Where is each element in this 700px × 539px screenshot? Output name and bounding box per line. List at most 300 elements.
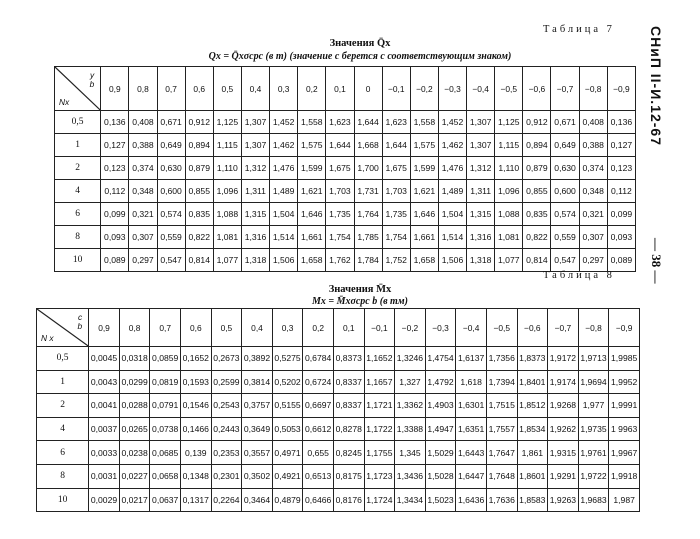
corner-row-label: Nx bbox=[59, 97, 70, 107]
table-cell: 1,9761 bbox=[578, 441, 609, 465]
table-cell: 1,8373 bbox=[517, 347, 548, 371]
table-cell: 0,0658 bbox=[150, 464, 181, 488]
table-cell: 0,894 bbox=[523, 134, 551, 157]
table-cell: 1,7356 bbox=[486, 347, 517, 371]
table-cell: 0,2301 bbox=[211, 464, 242, 488]
column-header: −0,9 bbox=[607, 67, 635, 111]
table-cell: 0,671 bbox=[551, 111, 579, 134]
table-cell: 0,2443 bbox=[211, 417, 242, 441]
table-cell: 1,110 bbox=[495, 157, 523, 180]
table-cell: 0,8278 bbox=[333, 417, 364, 441]
table8 bbox=[36, 308, 640, 512]
table-cell: 1,9991 bbox=[609, 394, 640, 418]
table-cell: 1,987 bbox=[609, 488, 640, 512]
table-cell: 1,9694 bbox=[578, 370, 609, 394]
table-row bbox=[37, 370, 640, 394]
table-cell: 0,559 bbox=[551, 226, 579, 249]
table-cell: 1,644 bbox=[326, 134, 354, 157]
table-cell: 0,0738 bbox=[150, 417, 181, 441]
table-cell: 1,9722 bbox=[578, 464, 609, 488]
table-cell: 1,6436 bbox=[456, 488, 487, 512]
table-cell: 1,9952 bbox=[609, 370, 640, 394]
table-cell: 1,4903 bbox=[425, 394, 456, 418]
table-corner-cell bbox=[55, 67, 101, 111]
table-cell: 0,297 bbox=[129, 249, 157, 272]
row-header: 4 bbox=[37, 417, 89, 441]
table-cell: 1,9263 bbox=[548, 488, 579, 512]
table-cell: 1,318 bbox=[467, 249, 495, 272]
table-cell: 1,558 bbox=[410, 111, 438, 134]
table-cell: 1,096 bbox=[495, 180, 523, 203]
table-cell: 1,762 bbox=[326, 249, 354, 272]
column-header: 0,3 bbox=[272, 309, 303, 347]
column-header: −0,7 bbox=[548, 309, 579, 347]
table-cell: 0,112 bbox=[607, 180, 635, 203]
table-cell: 0,4879 bbox=[272, 488, 303, 512]
table-cell: 1,311 bbox=[467, 180, 495, 203]
table-cell: 1,575 bbox=[298, 134, 326, 157]
table-cell: 0,6697 bbox=[303, 394, 334, 418]
table-cell: 1,623 bbox=[382, 111, 410, 134]
table-cell: 1,514 bbox=[438, 226, 466, 249]
table-row bbox=[37, 488, 640, 512]
table-cell: 1,8512 bbox=[517, 394, 548, 418]
table-cell: 1,514 bbox=[270, 226, 298, 249]
table-cell: 0,8245 bbox=[333, 441, 364, 465]
table-cell: 1,785 bbox=[354, 226, 382, 249]
table-cell: 1,476 bbox=[270, 157, 298, 180]
table-cell: 1,3434 bbox=[395, 488, 426, 512]
table-cell: 0,123 bbox=[607, 157, 635, 180]
table-cell: 1,7636 bbox=[486, 488, 517, 512]
corner-row-label: N x bbox=[41, 333, 54, 343]
table-cell: 1,9291 bbox=[548, 464, 579, 488]
column-header: 0 bbox=[354, 67, 382, 111]
table-cell: 1,307 bbox=[241, 111, 269, 134]
table-cell: 0,2353 bbox=[211, 441, 242, 465]
table-cell: 0,112 bbox=[101, 180, 129, 203]
table-cell: 0,6784 bbox=[303, 347, 334, 371]
column-header: 0,6 bbox=[181, 309, 212, 347]
table-cell: 0,912 bbox=[523, 111, 551, 134]
table-cell: 1,315 bbox=[241, 203, 269, 226]
table-cell: 0,814 bbox=[523, 249, 551, 272]
table-cell: 1,599 bbox=[410, 157, 438, 180]
table-row bbox=[37, 441, 640, 465]
table-cell: 0,1652 bbox=[181, 347, 212, 371]
table-cell: 1,6443 bbox=[456, 441, 487, 465]
table-cell: 1,077 bbox=[495, 249, 523, 272]
table-cell: 0,3464 bbox=[242, 488, 273, 512]
table-cell: 1,115 bbox=[495, 134, 523, 157]
table8-label: Таблица 8 bbox=[543, 270, 615, 281]
table-cell: 1,7515 bbox=[486, 394, 517, 418]
table-cell: 1,311 bbox=[241, 180, 269, 203]
table-cell: 1,558 bbox=[298, 111, 326, 134]
column-header: −0,3 bbox=[438, 67, 466, 111]
table-cell: 1,4792 bbox=[425, 370, 456, 394]
table-cell: 1,1723 bbox=[364, 464, 395, 488]
table-cell: 1,8601 bbox=[517, 464, 548, 488]
table-cell: 0,814 bbox=[185, 249, 213, 272]
table-cell: 0,3757 bbox=[242, 394, 273, 418]
table-row bbox=[37, 394, 640, 418]
table-header-row bbox=[55, 67, 636, 111]
table-cell: 1,8401 bbox=[517, 370, 548, 394]
table-cell: 1,504 bbox=[438, 203, 466, 226]
table-cell: 0,6724 bbox=[303, 370, 334, 394]
table-cell: 0,297 bbox=[579, 249, 607, 272]
table-cell: 0,0685 bbox=[150, 441, 181, 465]
table-cell: 1,506 bbox=[438, 249, 466, 272]
table-cell: 1,9172 bbox=[548, 347, 579, 371]
table-cell: 1,081 bbox=[213, 226, 241, 249]
column-header: 0,7 bbox=[150, 309, 181, 347]
row-header: 0,5 bbox=[37, 347, 89, 371]
table-cell: 1,735 bbox=[326, 203, 354, 226]
table-cell: 1,9918 bbox=[609, 464, 640, 488]
table-row bbox=[55, 249, 636, 272]
table-cell: 1,506 bbox=[270, 249, 298, 272]
row-header: 4 bbox=[55, 180, 101, 203]
table7 bbox=[54, 66, 636, 272]
table-cell: 1,452 bbox=[270, 111, 298, 134]
table-cell: 1,3362 bbox=[395, 394, 426, 418]
table-cell: 0,855 bbox=[185, 180, 213, 203]
column-header: −0,6 bbox=[517, 309, 548, 347]
column-header: 0,4 bbox=[241, 67, 269, 111]
column-header: −0,7 bbox=[551, 67, 579, 111]
table-cell: 0,0318 bbox=[119, 347, 150, 371]
table-cell: 0,547 bbox=[551, 249, 579, 272]
table-cell: 1,599 bbox=[298, 157, 326, 180]
table-cell: 0,348 bbox=[129, 180, 157, 203]
row-header: 8 bbox=[55, 226, 101, 249]
table-cell: 0,6466 bbox=[303, 488, 334, 512]
table-cell: 0,559 bbox=[157, 226, 185, 249]
table-cell: 1,1721 bbox=[364, 394, 395, 418]
table-cell: 1,316 bbox=[241, 226, 269, 249]
column-header: −0,4 bbox=[456, 309, 487, 347]
table-cell: 0,093 bbox=[101, 226, 129, 249]
table-cell: 0,307 bbox=[129, 226, 157, 249]
row-header: 1 bbox=[37, 370, 89, 394]
column-header: −0,1 bbox=[364, 309, 395, 347]
table-cell: 1,125 bbox=[495, 111, 523, 134]
table-cell: 1,9713 bbox=[578, 347, 609, 371]
table-cell: 0,822 bbox=[523, 226, 551, 249]
table-cell: 0,127 bbox=[607, 134, 635, 157]
table-cell: 1,307 bbox=[467, 134, 495, 157]
table-cell: 1,9735 bbox=[578, 417, 609, 441]
table-cell: 0,574 bbox=[551, 203, 579, 226]
table-cell: 0,8337 bbox=[333, 370, 364, 394]
table-cell: 1,345 bbox=[395, 441, 426, 465]
table-cell: 1,700 bbox=[354, 157, 382, 180]
column-header: 0,2 bbox=[303, 309, 334, 347]
column-header: 0,8 bbox=[129, 67, 157, 111]
table-cell: 0,0031 bbox=[89, 464, 120, 488]
table-cell: 0,127 bbox=[101, 134, 129, 157]
row-header: 6 bbox=[37, 441, 89, 465]
table-cell: 0,5053 bbox=[272, 417, 303, 441]
column-header: −0,2 bbox=[395, 309, 426, 347]
table-cell: 0,0288 bbox=[119, 394, 150, 418]
table-cell: 1,7647 bbox=[486, 441, 517, 465]
column-header: 0,2 bbox=[298, 67, 326, 111]
column-header: 0,9 bbox=[89, 309, 120, 347]
table-cell: 1,6447 bbox=[456, 464, 487, 488]
table-cell: 1,5029 bbox=[425, 441, 456, 465]
table-cell: 1,661 bbox=[298, 226, 326, 249]
table-header-row bbox=[37, 309, 640, 347]
table-cell: 0,5202 bbox=[272, 370, 303, 394]
table-cell: 1,784 bbox=[354, 249, 382, 272]
table-cell: 1,675 bbox=[326, 157, 354, 180]
table-cell: 0,0859 bbox=[150, 347, 181, 371]
row-header: 0,5 bbox=[55, 111, 101, 134]
table-cell: 1,6301 bbox=[456, 394, 487, 418]
table-cell: 0,630 bbox=[551, 157, 579, 180]
table-cell: 1,9174 bbox=[548, 370, 579, 394]
column-header: 0,3 bbox=[270, 67, 298, 111]
column-header: −0,3 bbox=[425, 309, 456, 347]
row-header: 1 bbox=[55, 134, 101, 157]
column-header: 0,8 bbox=[119, 309, 150, 347]
table-cell: 0,0265 bbox=[119, 417, 150, 441]
table-cell: 0,3814 bbox=[242, 370, 273, 394]
column-header: 0,4 bbox=[242, 309, 273, 347]
table-cell: 0,374 bbox=[129, 157, 157, 180]
table-cell: 0,3502 bbox=[242, 464, 273, 488]
column-header: 0,1 bbox=[326, 67, 354, 111]
row-header: 10 bbox=[37, 488, 89, 512]
column-header: −0,6 bbox=[523, 67, 551, 111]
table-cell: 1,4754 bbox=[425, 347, 456, 371]
table-cell: 1,312 bbox=[467, 157, 495, 180]
table-cell: 1,315 bbox=[467, 203, 495, 226]
column-header: −0,8 bbox=[579, 67, 607, 111]
column-header: 0,5 bbox=[211, 309, 242, 347]
table-cell: 1,452 bbox=[438, 111, 466, 134]
table-cell: 0,3649 bbox=[242, 417, 273, 441]
table-cell: 1,7648 bbox=[486, 464, 517, 488]
table-cell: 0,630 bbox=[157, 157, 185, 180]
table-cell: 0,1593 bbox=[181, 370, 212, 394]
column-header: −0,5 bbox=[495, 67, 523, 111]
table-cell: 1,307 bbox=[467, 111, 495, 134]
table-cell: 0,0227 bbox=[119, 464, 150, 488]
table-cell: 1,661 bbox=[410, 226, 438, 249]
table-cell: 0,574 bbox=[157, 203, 185, 226]
table-cell: 0,123 bbox=[101, 157, 129, 180]
table-cell: 0,671 bbox=[157, 111, 185, 134]
table-cell: 1,1724 bbox=[364, 488, 395, 512]
table-cell: 1,1755 bbox=[364, 441, 395, 465]
table-cell: 0,6513 bbox=[303, 464, 334, 488]
table7-title: Значения Q̄x bbox=[329, 38, 391, 49]
table-cell: 0,547 bbox=[157, 249, 185, 272]
table-cell: 1,1722 bbox=[364, 417, 395, 441]
table-cell: 1,125 bbox=[213, 111, 241, 134]
table-cell: 1,462 bbox=[270, 134, 298, 157]
table-row bbox=[55, 180, 636, 203]
table-cell: 0,089 bbox=[101, 249, 129, 272]
table-cell: 0,408 bbox=[129, 111, 157, 134]
table-cell: 0,6612 bbox=[303, 417, 334, 441]
table-cell: 0,0217 bbox=[119, 488, 150, 512]
table-cell: 1,703 bbox=[382, 180, 410, 203]
corner-column-label: y b bbox=[89, 70, 95, 89]
table-cell: 0,307 bbox=[579, 226, 607, 249]
table-cell: 0,600 bbox=[157, 180, 185, 203]
table-cell: 0,388 bbox=[129, 134, 157, 157]
table-row bbox=[55, 226, 636, 249]
table8-formula: Mx = M̄xσcpc b (в тм) bbox=[311, 296, 408, 307]
table-cell: 1,731 bbox=[354, 180, 382, 203]
table-cell: 1,7557 bbox=[486, 417, 517, 441]
table-cell: 1,316 bbox=[467, 226, 495, 249]
page-number: — 38 — bbox=[649, 238, 664, 284]
table-cell: 1,623 bbox=[326, 111, 354, 134]
table-cell: 0,408 bbox=[579, 111, 607, 134]
document-code: СНиП II-И.12-67 bbox=[648, 26, 664, 146]
table-cell: 0,1466 bbox=[181, 417, 212, 441]
table-cell: 0,894 bbox=[185, 134, 213, 157]
table-cell: 0,099 bbox=[101, 203, 129, 226]
table-cell: 1,088 bbox=[495, 203, 523, 226]
table-cell: 0,0043 bbox=[89, 370, 120, 394]
table-cell: 0,855 bbox=[523, 180, 551, 203]
table-cell: 1,8583 bbox=[517, 488, 548, 512]
table-cell: 1,9967 bbox=[609, 441, 640, 465]
table-cell: 0,0819 bbox=[150, 370, 181, 394]
table-cell: 1,644 bbox=[354, 111, 382, 134]
table-cell: 0,0299 bbox=[119, 370, 150, 394]
table-cell: 0,136 bbox=[101, 111, 129, 134]
row-header: 10 bbox=[55, 249, 101, 272]
table-cell: 1,9268 bbox=[548, 394, 579, 418]
table-cell: 1,764 bbox=[354, 203, 382, 226]
table-cell: 1,504 bbox=[270, 203, 298, 226]
table-cell: 0,321 bbox=[129, 203, 157, 226]
table-row bbox=[37, 417, 640, 441]
table-cell: 0,139 bbox=[181, 441, 212, 465]
table-cell: 1,646 bbox=[410, 203, 438, 226]
table-cell: 1,1652 bbox=[364, 347, 395, 371]
table-cell: 1,9315 bbox=[548, 441, 579, 465]
table-cell: 0,835 bbox=[523, 203, 551, 226]
table-cell: 0,136 bbox=[607, 111, 635, 134]
table-row bbox=[55, 111, 636, 134]
table-cell: 1,575 bbox=[410, 134, 438, 157]
table-cell: 0,912 bbox=[185, 111, 213, 134]
table-cell: 0,0791 bbox=[150, 394, 181, 418]
table-cell: 1,861 bbox=[517, 441, 548, 465]
table-cell: 0,649 bbox=[157, 134, 185, 157]
table-cell: 1,658 bbox=[298, 249, 326, 272]
table-cell: 0,0029 bbox=[89, 488, 120, 512]
table-cell: 0,0033 bbox=[89, 441, 120, 465]
table-cell: 0,089 bbox=[607, 249, 635, 272]
table-cell: 0,0037 bbox=[89, 417, 120, 441]
table-cell: 0,093 bbox=[607, 226, 635, 249]
table-cell: 0,5275 bbox=[272, 347, 303, 371]
table-cell: 1,675 bbox=[382, 157, 410, 180]
table-cell: 1,1657 bbox=[364, 370, 395, 394]
column-header: 0,6 bbox=[185, 67, 213, 111]
table-cell: 1,703 bbox=[326, 180, 354, 203]
column-header: −0,1 bbox=[382, 67, 410, 111]
table-cell: 0,3892 bbox=[242, 347, 273, 371]
table-cell: 0,8175 bbox=[333, 464, 364, 488]
table-corner-cell bbox=[37, 309, 89, 347]
table-cell: 1,476 bbox=[438, 157, 466, 180]
table-cell: 0,1546 bbox=[181, 394, 212, 418]
row-header: 6 bbox=[55, 203, 101, 226]
table-cell: 0,2673 bbox=[211, 347, 242, 371]
table-cell: 1,735 bbox=[382, 203, 410, 226]
table-cell: 0,0045 bbox=[89, 347, 120, 371]
table-cell: 1,489 bbox=[270, 180, 298, 203]
table-cell: 0,2599 bbox=[211, 370, 242, 394]
table-cell: 1,088 bbox=[213, 203, 241, 226]
table-cell: 0,879 bbox=[185, 157, 213, 180]
table-cell: 1,489 bbox=[438, 180, 466, 203]
table-cell: 1,621 bbox=[298, 180, 326, 203]
table-cell: 0,4921 bbox=[272, 464, 303, 488]
table-cell: 0,0238 bbox=[119, 441, 150, 465]
table-cell: 1,754 bbox=[382, 226, 410, 249]
table-cell: 1,754 bbox=[326, 226, 354, 249]
table-cell: 0,388 bbox=[579, 134, 607, 157]
table-cell: 1,668 bbox=[354, 134, 382, 157]
table-cell: 0,649 bbox=[551, 134, 579, 157]
table-cell: 0,8373 bbox=[333, 347, 364, 371]
table-cell: 1,7394 bbox=[486, 370, 517, 394]
table-cell: 1,327 bbox=[395, 370, 426, 394]
table-cell: 0,1348 bbox=[181, 464, 212, 488]
table-cell: 1,6351 bbox=[456, 417, 487, 441]
column-header: 0,1 bbox=[333, 309, 364, 347]
table-cell: 0,321 bbox=[579, 203, 607, 226]
table-cell: 1,462 bbox=[438, 134, 466, 157]
table-cell: 0,4971 bbox=[272, 441, 303, 465]
table-row bbox=[37, 464, 640, 488]
column-header: −0,5 bbox=[486, 309, 517, 347]
table-cell: 1,4947 bbox=[425, 417, 456, 441]
table-cell: 0,822 bbox=[185, 226, 213, 249]
table-cell: 1,081 bbox=[495, 226, 523, 249]
table-cell: 1,752 bbox=[382, 249, 410, 272]
table-cell: 0,3557 bbox=[242, 441, 273, 465]
table-cell: 1,312 bbox=[241, 157, 269, 180]
table-cell: 1,9985 bbox=[609, 347, 640, 371]
table-cell: 0,374 bbox=[579, 157, 607, 180]
table-cell: 1,644 bbox=[382, 134, 410, 157]
table-cell: 1,307 bbox=[241, 134, 269, 157]
table-cell: 1,115 bbox=[213, 134, 241, 157]
table-cell: 0,348 bbox=[579, 180, 607, 203]
table-cell: 1,621 bbox=[410, 180, 438, 203]
table-cell: 1,3436 bbox=[395, 464, 426, 488]
table-cell: 0,0041 bbox=[89, 394, 120, 418]
table-cell: 0,655 bbox=[303, 441, 334, 465]
table8-title: Значения M̄x bbox=[328, 284, 392, 295]
table-cell: 1,096 bbox=[213, 180, 241, 203]
table-cell: 0,2543 bbox=[211, 394, 242, 418]
table-cell: 1,8534 bbox=[517, 417, 548, 441]
